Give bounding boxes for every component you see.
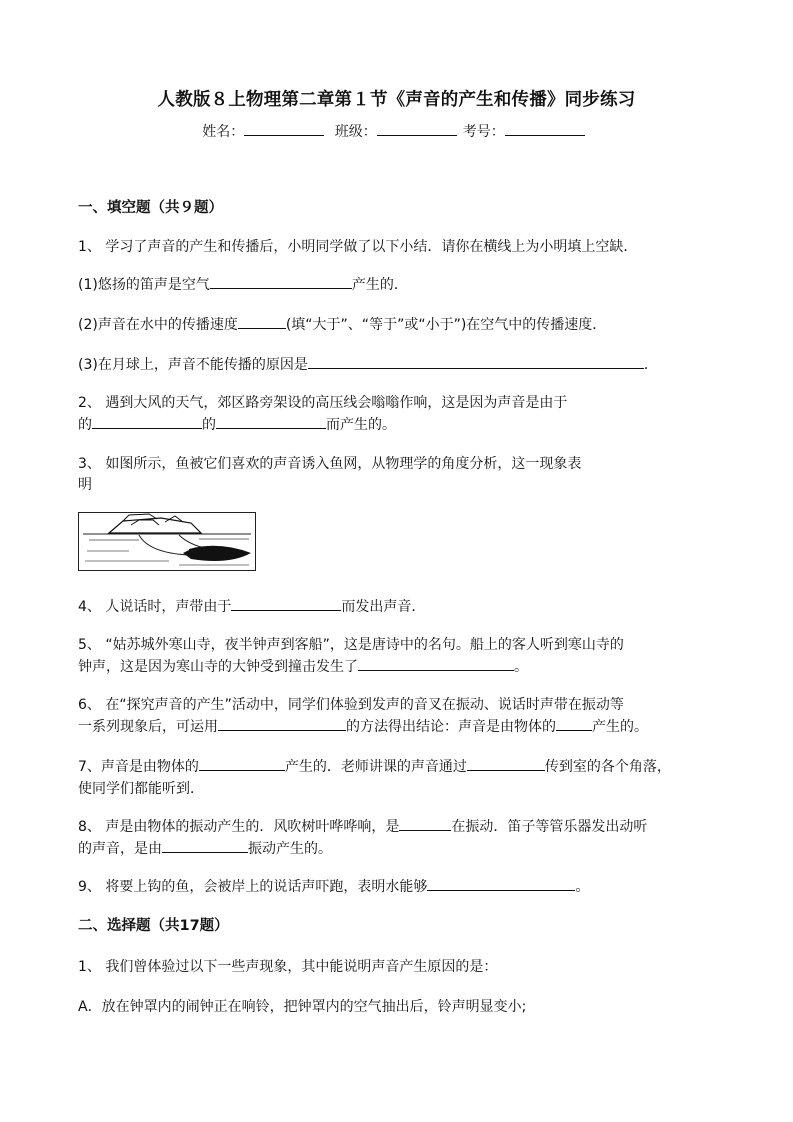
- q6-line2: [78, 716, 648, 736]
- name-label: 姓名：: [202, 124, 245, 140]
- q4-tail: 而发出声音．: [341, 599, 426, 615]
- q2-line2: [78, 414, 396, 434]
- q8-blank-2[interactable]: [162, 838, 248, 853]
- q1-part2-blank[interactable]: [238, 314, 286, 329]
- q7-text-c: 传到室的各个角落，: [544, 759, 671, 775]
- q1-part3: [78, 354, 658, 374]
- q4-text: 4、 人说话时，声带由于: [78, 599, 232, 615]
- q8-blank-1[interactable]: [399, 816, 451, 831]
- q2-text-c: 而产生的。: [326, 417, 396, 433]
- q8-line1: [78, 816, 647, 836]
- q9-tail: 。: [575, 879, 590, 895]
- q6-text-b: 的方法得出结论：声音是由物体的: [346, 719, 556, 735]
- q1-part3-text: (3)在月球上，声音不能传播的原因是: [78, 357, 308, 373]
- exam-number-blank[interactable]: [505, 121, 585, 136]
- q1-part2-text: (2)声音在水中的传播速度: [78, 317, 238, 333]
- q5-text: 钟声，这是因为寒山寺的大钟受到撞击发生了: [78, 659, 358, 675]
- q1-part1-tail: 产生的．: [351, 277, 408, 293]
- q8-text-b: 在振动．笛子等管乐器发出动听: [451, 819, 648, 835]
- q5-blank[interactable]: [358, 656, 514, 671]
- class-blank[interactable]: [377, 121, 457, 136]
- q8-text-a: 8、 声是由物体的振动产生的．风吹树叶哗哗响，是: [78, 819, 400, 835]
- q6-blank-2[interactable]: [556, 716, 592, 731]
- q6-text-c: 产生的。: [592, 719, 648, 735]
- q2-line1: 2、 遇到大风的天气，郊区路旁架设的高压线会嗡嗡作响，这是因为声音是由于: [78, 395, 568, 411]
- q7-text-b: 产生的．老师讲课的声音通过: [284, 759, 467, 775]
- boat-fish-illustration: [79, 513, 255, 570]
- q2-blank-1[interactable]: [92, 414, 202, 429]
- q6-text-a: 一系列现象后，可运用: [78, 719, 218, 735]
- q7-line2: 使同学们都能听到．: [78, 781, 204, 797]
- q3-line2: 明: [78, 477, 92, 493]
- exam-label: 考号：: [462, 124, 505, 140]
- q5-tail: 。: [514, 659, 528, 675]
- page-title: 人教版８上物理第二章第１节《声音的产生和传播》同步练习: [157, 90, 636, 110]
- name-blank[interactable]: [244, 121, 324, 136]
- q6-line1: 6、 在“探究声音的产生”活动中，同学们体验到发声的音叉在振动、说话时声带在振动等: [78, 697, 624, 713]
- student-info-row: [0, 121, 793, 141]
- section-heading-choice: 二、选择题（共17题）: [78, 918, 229, 934]
- q9: [78, 876, 589, 896]
- q1-part3-blank[interactable]: [308, 354, 644, 369]
- q3-line1: 3、 如图所示，鱼被它们喜欢的声音诱入鱼网，从物理学的角度分析，这一现象表: [78, 456, 582, 472]
- q1-part1-blank[interactable]: [210, 274, 352, 289]
- fish-net-figure: [78, 512, 256, 571]
- q5-line1: 5、 “姑苏城外寒山寺，夜半钟声到客船”，这是唐诗中的名句。船上的客人听到寒山寺的: [78, 637, 624, 653]
- q6-blank-1[interactable]: [218, 716, 346, 731]
- q7-blank-1[interactable]: [199, 756, 285, 771]
- s2-q1-stem: 1、 我们曾体验过以下一些声现象，其中能说明声音产生原因的是：: [78, 959, 498, 975]
- q1-part1-text: (1)悠扬的笛声是空气: [78, 277, 210, 293]
- q8-text-d: 振动产生的。: [248, 841, 332, 857]
- q7-line1: [78, 756, 671, 776]
- q4-blank[interactable]: [231, 596, 341, 611]
- q2-text-a: 的: [78, 417, 92, 433]
- q1-part2-tail: (填“大于”、“等于”或“小于”)在空气中的传播速度．: [285, 317, 607, 333]
- q9-blank[interactable]: [427, 876, 575, 891]
- q8-line2: [78, 838, 332, 858]
- q7-blank-2[interactable]: [467, 756, 545, 771]
- q2-blank-2[interactable]: [216, 414, 326, 429]
- q5-line2: [78, 656, 528, 676]
- q1-part1: [78, 274, 408, 294]
- q1-part3-tail: ．: [643, 357, 658, 373]
- q1-stem: 1、 学习了声音的产生和传播后，小明同学做了以下小结．请你在横线上为小明填上空缺．: [78, 239, 638, 255]
- q1-part2: [78, 314, 606, 334]
- q4: [78, 596, 425, 616]
- class-label: 班级：: [334, 124, 377, 140]
- q2-text-b: 的: [202, 417, 216, 433]
- q9-text: 9、 将要上钩的鱼，会被岸上的说话声吓跑，表明水能够: [78, 879, 428, 895]
- s2-q1-option-a: A．放在钟罩内的闹钟正在响铃，把钟罩内的空气抽出后，铃声明显变小;: [78, 999, 527, 1015]
- q7-text-a: 7、声音是由物体的: [78, 759, 199, 775]
- section-heading-fill: 一、填空题（共９题）: [78, 200, 223, 216]
- q8-text-c: 的声音，是由: [78, 841, 162, 857]
